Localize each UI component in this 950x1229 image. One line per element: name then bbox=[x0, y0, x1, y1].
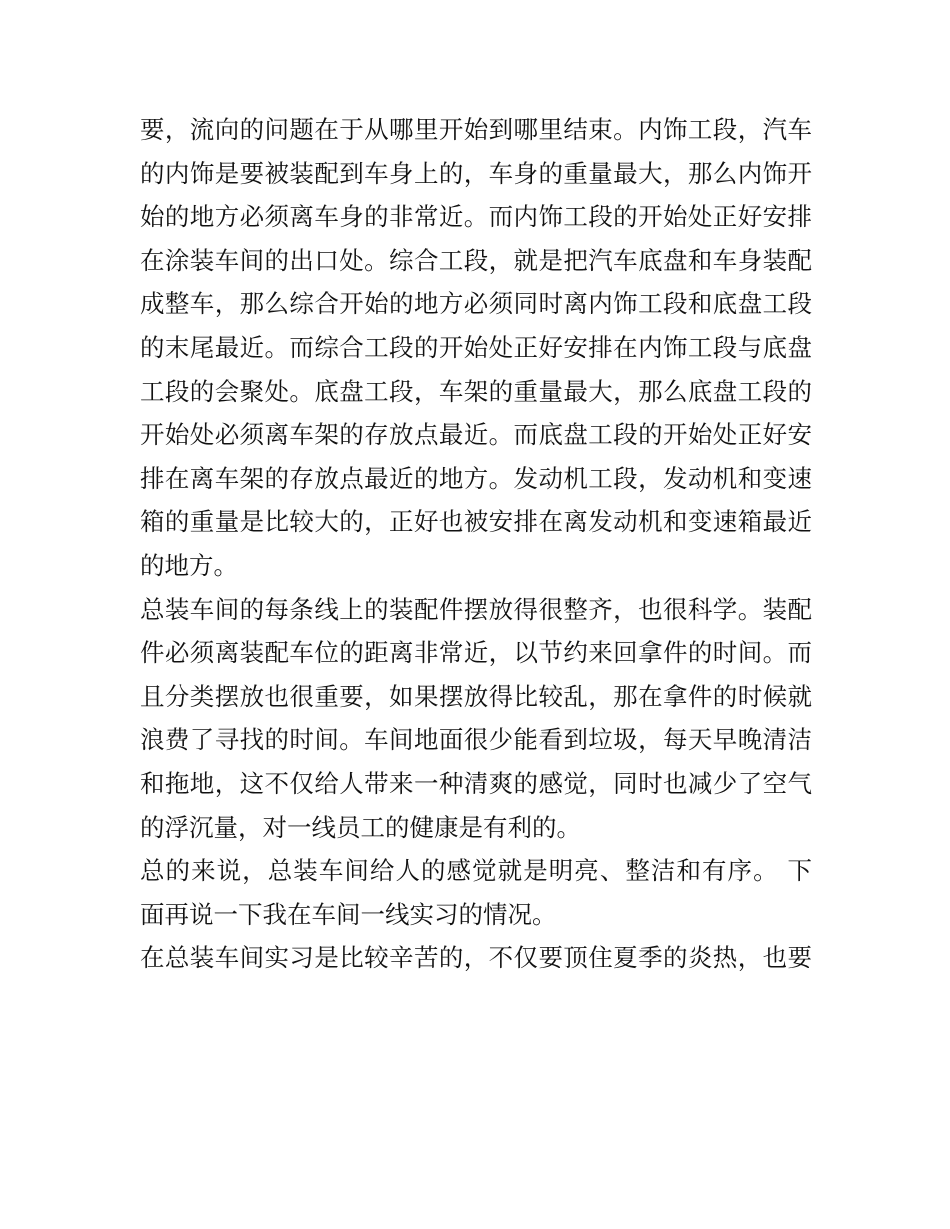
text-line: 浪费了寻找的时间。车间地面很少能看到垃圾，每天早晚清洁 bbox=[140, 725, 812, 755]
text-line: 成整车，那么综合开始的地方必须同时离内饰工段和底盘工段 bbox=[140, 289, 812, 319]
text-line: 在总装车间实习是比较辛苦的，不仅要顶住夏季的炎热，也要 bbox=[140, 943, 812, 973]
text-line: 的内饰是要被装配到车身上的，车身的重量最大，那么内饰开 bbox=[140, 158, 812, 188]
paragraph-1 bbox=[140, 108, 812, 588]
text-line: 要，流向的问题在于从哪里开始到哪里结束。内饰工段，汽车 bbox=[140, 115, 812, 144]
text-line: 在涂装车间的出口处。综合工段，就是把汽车底盘和车身装配 bbox=[140, 245, 812, 275]
text-line: 总装车间的每条线上的装配件摆放得很整齐，也很科学。装配 bbox=[140, 594, 812, 624]
text-line: 开始处必须离车架的存放点最近。而底盘工段的开始处正好安 bbox=[140, 420, 812, 450]
text-line: 的地方。 bbox=[140, 550, 238, 580]
text-line: 的浮沉量，对一线员工的健康是有利的。 bbox=[140, 812, 581, 842]
body-text bbox=[140, 108, 812, 980]
text-line: 且分类摆放也很重要，如果摆放得比较乱，那在拿件的时候就 bbox=[140, 681, 812, 711]
text-line: 工段的会聚处。底盘工段，车架的重量最大，那么底盘工段的 bbox=[140, 376, 812, 406]
text-line: 排在离车架的存放点最近的地方。发动机工段，发动机和变速 bbox=[140, 463, 812, 493]
text-line: 总的来说，总装车间给人的感觉就是明亮、整洁和有序。 下 bbox=[140, 856, 812, 886]
text-line: 和拖地，这不仅给人带来一种清爽的感觉，同时也减少了空气 bbox=[140, 768, 812, 798]
paragraph-4 bbox=[140, 936, 812, 980]
text-line: 的末尾最近。而综合工段的开始处正好安排在内饰工段与底盘 bbox=[140, 332, 812, 362]
paragraph-2 bbox=[140, 588, 812, 850]
text-line: 始的地方必须离车身的非常近。而内饰工段的开始处正好安排 bbox=[140, 202, 812, 232]
text-line: 面再说一下我在车间一线实习的情况。 bbox=[140, 899, 557, 929]
text-line: 箱的重量是比较大的，正好也被安排在离发动机和变速箱最近 bbox=[140, 507, 812, 537]
text-line: 件必须离装配车位的距离非常近，以节约来回拿件的时间。而 bbox=[140, 638, 812, 668]
paragraph-3 bbox=[140, 849, 812, 936]
